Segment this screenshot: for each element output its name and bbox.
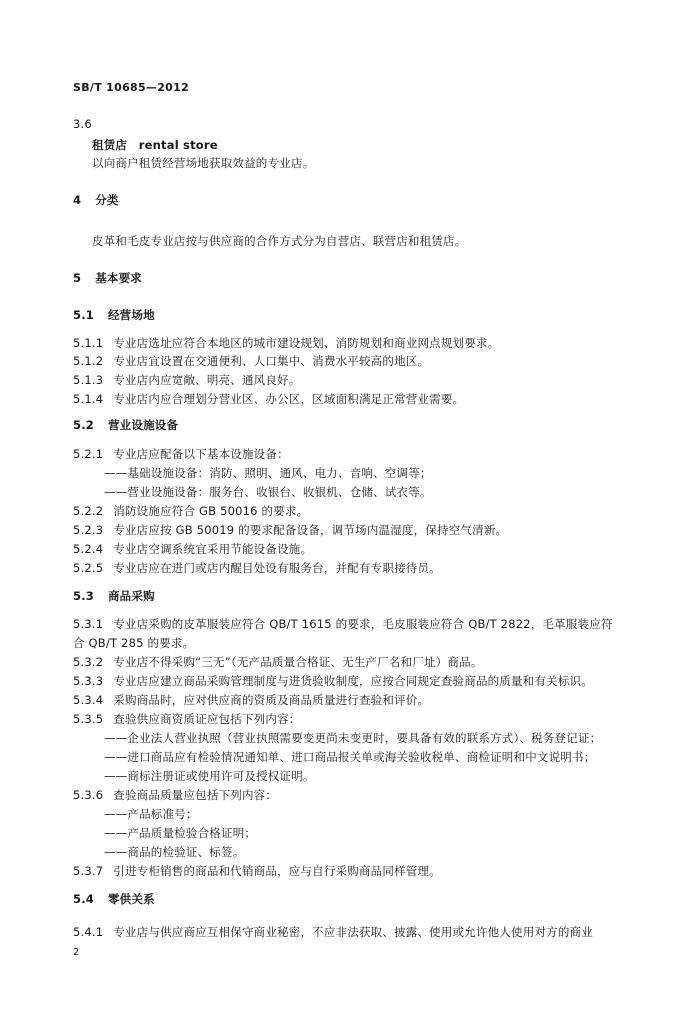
clause-5-3-6 xyxy=(73,787,277,803)
clause-5-3-4 xyxy=(73,692,429,708)
text-line xyxy=(92,155,314,171)
clause-text: 消防设施应符合 GB 50016 的要求。 xyxy=(113,504,309,518)
clause-text: ——营业设施设备：服务台、收银台、收银机、仓储、试衣等。 xyxy=(104,485,432,499)
clause-3-6 xyxy=(73,116,102,132)
clause-text: 查验供应商资质证应包括下列内容： xyxy=(113,712,301,726)
clause-text: 营业设施设备 xyxy=(107,418,179,432)
clause-text: ——进口商品应有检验情况通知单、进口商品报关单或海关验收税单、商检证明和中文说明书； xyxy=(104,750,596,764)
clause-number: 5.3.4 xyxy=(73,693,104,707)
clause-number: 4 xyxy=(73,193,82,207)
clause-number: 5.3.6 xyxy=(73,788,104,802)
clause-number: 5.2.1 xyxy=(73,447,104,461)
clause-5-3 xyxy=(73,588,155,604)
clause-text: 以向商户租赁经营场地获取效益的专业店。 xyxy=(92,156,315,170)
clause-5-2-3 xyxy=(73,522,507,538)
text-line xyxy=(104,806,198,822)
clause-text: 专业店不得采购“三无”（无产品质量合格证、无生产厂名和厂址）商品。 xyxy=(113,655,483,669)
clause-5-4-1 xyxy=(73,924,593,940)
text-line xyxy=(104,825,256,841)
clause-text: 专业店内应宽敞、明亮、通风良好。 xyxy=(113,373,301,387)
clause-number: 5.2.3 xyxy=(73,523,104,537)
clause-text: 专业店采购的皮革服装应符合 QB/T 1615 的要求，毛皮服装应符合 QB/T 2822，毛革服装应符 xyxy=(113,617,613,631)
clause-text: 专业店与供应商应互相保守商业秘密，不应非法获取、披露、使用或允许他人使用对方的商业 xyxy=(113,925,593,939)
clause-text: 采购商品时，应对供应商的资质及商品质量进行查验和评价。 xyxy=(113,693,430,707)
clause-number: 5.1 xyxy=(73,308,94,322)
clause-text: 商品采购 xyxy=(107,589,155,603)
clause-number: 5.1.4 xyxy=(73,392,104,406)
text-line xyxy=(104,749,595,765)
clause-5-1-4 xyxy=(73,391,464,407)
clause-number: 5.2 xyxy=(73,418,94,432)
text-line xyxy=(104,465,432,481)
text-line xyxy=(92,137,218,153)
clause-number: 5.1.2 xyxy=(73,354,104,368)
clause-5-3-2 xyxy=(73,654,483,670)
clause-5-2-1 xyxy=(73,446,289,462)
clause-text: ——企业法人营业执照（营业执照需要变更尚未变更时，要具备有效的联系方式）、税务登记证； xyxy=(104,731,602,745)
clause-5-1-2 xyxy=(73,353,429,369)
clause-4 xyxy=(73,192,119,208)
clause-text: 皮革和毛皮专业店按与供应商的合作方式分为自营店、联营店和租赁店。 xyxy=(92,234,467,248)
clause-number: 5.1.3 xyxy=(73,373,104,387)
text-line xyxy=(104,844,244,860)
clause-5-2-4 xyxy=(73,541,312,557)
clause-number: 3.6 xyxy=(73,117,92,131)
clause-number: 5 xyxy=(73,271,82,285)
clause-text: 专业店应建立商品采购管理制度与进货验收制度，应按合同规定查验商品的质量和有关标识。 xyxy=(113,674,593,688)
clause-text: 专业店应在进门或店内醒目处设有服务台，并配有专职接待员。 xyxy=(113,561,441,575)
clause-text: 经营场地 xyxy=(107,308,155,322)
clause-5-4 xyxy=(73,891,155,907)
clause-5-3-5 xyxy=(73,711,300,727)
clause-number: 5.2.4 xyxy=(73,542,104,556)
clause-5-3-1 xyxy=(73,616,613,632)
text-line xyxy=(92,233,466,249)
clause-text: ——基础设施设备：消防、照明、通风、电力、音响、空调等； xyxy=(104,466,432,480)
clause-number: 5.2.5 xyxy=(73,561,104,575)
clause-text: 专业店选址应符合本地区的城市建设规划、消防规划和商业网点规划要求。 xyxy=(113,336,500,350)
clause-text: 专业店内应合理划分营业区、办公区，区域面积满足正常营业需要。 xyxy=(113,392,465,406)
clause-text: 租赁店 rental store xyxy=(92,138,218,152)
clause-5-2 xyxy=(73,417,178,433)
clause-5-3-7 xyxy=(73,863,441,879)
clause-text: 基本要求 xyxy=(95,271,143,285)
text-line xyxy=(104,768,315,784)
clause-number: 5.3.5 xyxy=(73,712,104,726)
clause-5-3-3 xyxy=(73,673,593,689)
clause-text: 专业店应配备以下基本设施设备： xyxy=(113,447,289,461)
clause-5 xyxy=(73,270,142,286)
clause-5-2-2 xyxy=(73,503,308,519)
clause-text: ——商标注册证或使用许可及授权证明。 xyxy=(104,769,315,783)
clause-text: 专业店应按 GB 50019 的要求配备设备，调节场内温湿度，保持空气清新。 xyxy=(113,523,508,537)
clause-text: 零供关系 xyxy=(107,892,155,906)
text-line xyxy=(104,484,432,500)
clause-5-1 xyxy=(73,307,155,323)
clause-number: 5.3.2 xyxy=(73,655,104,669)
clause-text: ——产品标准号； xyxy=(104,807,198,821)
clause-5-1-3 xyxy=(73,372,300,388)
clause-number: 5.3 xyxy=(73,589,94,603)
clause-text: 合 QB/T 285 的要求。 xyxy=(73,636,195,650)
clause-number: 5.3.3 xyxy=(73,674,104,688)
standard-code-header: SB/T 10685—2012 xyxy=(73,81,190,94)
clause-number: 5.2.2 xyxy=(73,504,104,518)
clause-text: ——商品的检验证、标签。 xyxy=(104,845,245,859)
clause-text: 专业店宜设置在交通便利、人口集中、消费水平较高的地区。 xyxy=(113,354,430,368)
clause-text: 引进专柜销售的商品和代销商品，应与自行采购商品同样管理。 xyxy=(113,864,441,878)
clause-text: ——产品质量检验合格证明； xyxy=(104,826,257,840)
clause-number: 5.4.1 xyxy=(73,925,104,939)
text-line xyxy=(104,730,601,746)
clause-number: 5.4 xyxy=(73,892,94,906)
clause-number: 5.3.1 xyxy=(73,617,104,631)
page-number: 2 xyxy=(73,947,80,958)
clause-number: 5.1.1 xyxy=(73,336,104,350)
clause-text: 专业店空调系统宜采用节能设备设施。 xyxy=(113,542,313,556)
clause-5-1-1 xyxy=(73,335,499,351)
clause-5-2-5 xyxy=(73,560,441,576)
clause-number: 5.3.7 xyxy=(73,864,104,878)
clause-text: 分类 xyxy=(95,193,119,207)
text-line xyxy=(73,635,194,651)
clause-text: 查验商品质量应包括下列内容： xyxy=(113,788,278,802)
